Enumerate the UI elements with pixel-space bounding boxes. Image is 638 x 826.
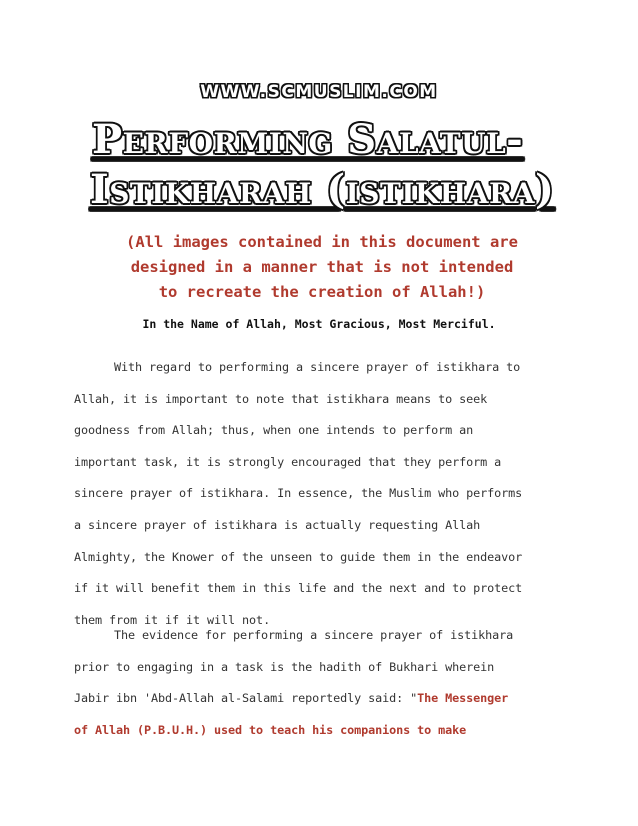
site-url-banner: WWW.SCMUSLIM.COM <box>200 82 438 102</box>
disclaimer-line: designed in a manner that is not intended <box>130 258 514 276</box>
disclaimer-line: (All images contained in this document are <box>126 233 518 251</box>
document-title-line-1: Performing Salatul- <box>92 116 524 163</box>
document-title-line-2: Istikharah (istikhara) <box>90 166 555 213</box>
paragraph-line: goodness from Allah; thus, when one intends to perform an <box>74 423 474 438</box>
paragraph-line <box>74 683 574 715</box>
paragraph-line: important task, it is strongly encouraged that they perform a <box>74 454 502 469</box>
paragraph-line: if it will benefit them in this life and the next and to protect <box>74 581 523 596</box>
image-disclaimer <box>72 230 572 305</box>
hadith-quote: of Allah (P.B.U.H.) used to teach his companions to make <box>74 722 467 737</box>
paragraph-line: sincere prayer of istikhara. In essence, the Muslim who performs <box>74 486 523 501</box>
paragraph-line: The evidence for performing a sincere prayer of istikhara <box>114 628 514 642</box>
paragraph-line: Allah, it is important to note that istikhara means to seek <box>74 391 488 406</box>
paragraph-line: them from it if it will not. <box>74 612 271 627</box>
paragraph-line: prior to engaging in a task is the hadith of Bukhari wherein <box>74 659 495 674</box>
paragraph-line: With regard to performing a sincere prayer of istikhara to <box>114 360 521 374</box>
paragraph-line: a sincere prayer of istikhara is actually requesting Allah <box>74 517 481 532</box>
paragraph-istikhara-meaning <box>74 352 574 636</box>
disclaimer-line: to recreate the creation of Allah!) <box>158 283 486 301</box>
bismillah-heading: In the Name of Allah, Most Gracious, Most Merciful. <box>142 317 496 331</box>
paragraph-line: Almighty, the Knower of the unseen to guide them in the endeavor <box>74 549 523 564</box>
hadith-quote: The Messenger <box>417 691 509 706</box>
paragraph-text: Jabir ibn 'Abd-Allah al-Salami reportedly said: " <box>74 691 418 706</box>
paragraph-hadith-evidence <box>74 620 574 746</box>
